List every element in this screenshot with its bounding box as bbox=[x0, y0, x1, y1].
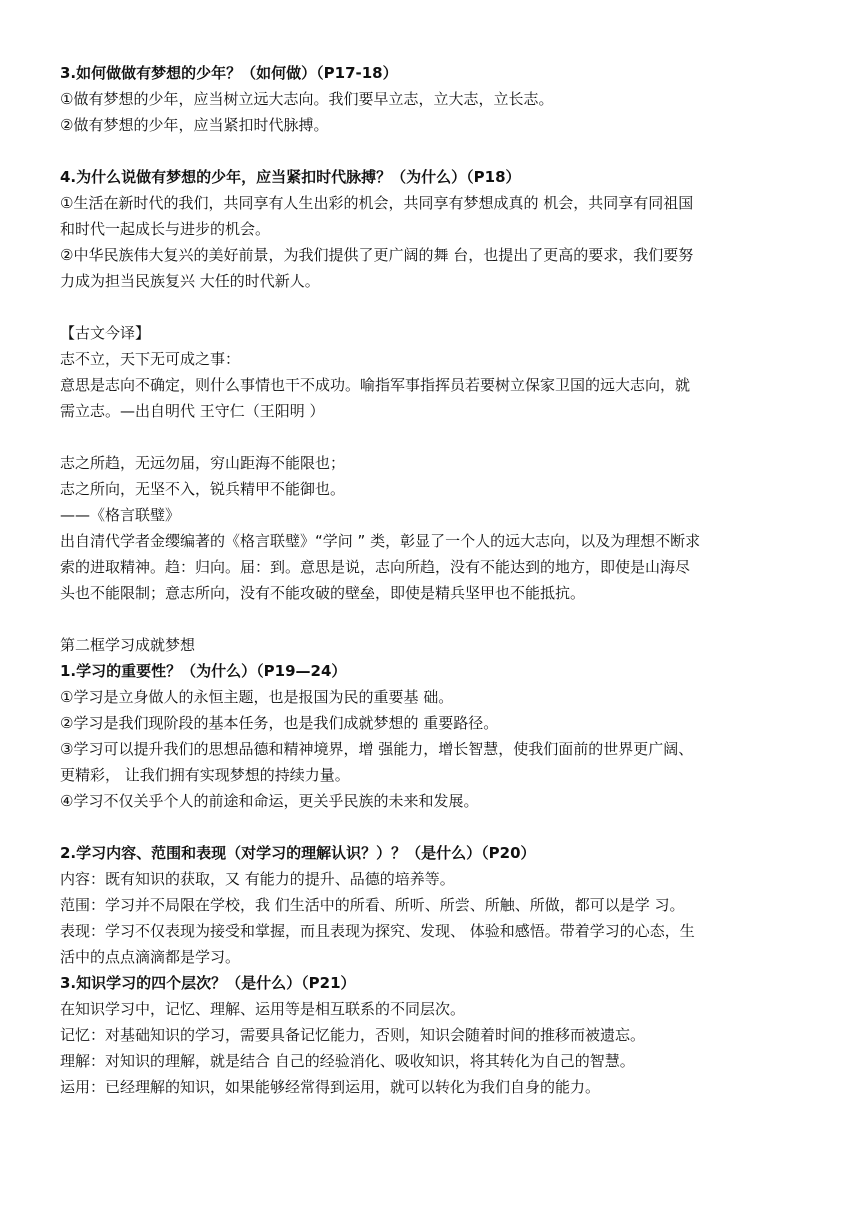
paragraph-line: ①学习是立身做人的永恒主题，也是报国为民的重要基 础。 bbox=[60, 688, 454, 706]
blank-line bbox=[60, 138, 805, 164]
paragraph-line: 出自清代学者金缨编著的《格言联璧》“学问 ” 类，彰显了一个人的远大志向，以及为理想不断求 bbox=[60, 532, 701, 550]
paragraph-line: 需立志。—出自明代 王守仁（王阳明 ） bbox=[60, 402, 325, 420]
quote-line: 志不立，天下无可成之事： bbox=[60, 350, 241, 368]
heading-why-follow-times: 4.为什么说做有梦想的少年，应当紧扣时代脉搏？（为什么）（P18） bbox=[60, 168, 521, 186]
heading-how-to-be-dreamer: 3.如何做做有梦想的少年？（如何做）（P17-18） bbox=[60, 64, 398, 82]
quote-source: ——《格言联璧》 bbox=[60, 506, 181, 524]
paragraph-line: ②做有梦想的少年，应当紧扣时代脉搏。 bbox=[60, 116, 329, 134]
paragraph-line: 活中的点点滴滴都是学习。 bbox=[60, 948, 241, 966]
paragraph-line: 理解：对知识的理解，就是结合 自己的经验消化、吸收知识，将其转化为自己的智慧。 bbox=[60, 1052, 635, 1070]
paragraph-line: 在知识学习中，记忆、理解、运用等是相互联系的不同层次。 bbox=[60, 1000, 466, 1018]
paragraph-line: 记忆：对基础知识的学习，需要具备记忆能力，否则，知识会随着时间的推移而被遗忘。 bbox=[60, 1026, 646, 1044]
document-page bbox=[60, 60, 805, 1100]
paragraph-line: 和时代一起成长与进步的机会。 bbox=[60, 220, 271, 238]
blank-line bbox=[60, 424, 805, 450]
paragraph-line: 运用：已经理解的知识，如果能够经常得到运用，就可以转化为我们自身的能力。 bbox=[60, 1078, 601, 1096]
blank-line bbox=[60, 814, 805, 840]
section-title-classical-translation: 【古文今译】 bbox=[60, 324, 151, 342]
paragraph-line: ②学习是我们现阶段的基本任务，也是我们成就梦想的 重要路径。 bbox=[60, 714, 499, 732]
paragraph-line: 内容：既有知识的获取，又 有能力的提升、品德的培养等。 bbox=[60, 870, 455, 888]
quote-line: 志之所向，无坚不入，锐兵精甲不能御也。 bbox=[60, 480, 346, 498]
blank-line bbox=[60, 294, 805, 320]
paragraph-line: 更精彩， 让我们拥有实现梦想的持续力量。 bbox=[60, 766, 350, 784]
paragraph-line: 索的进取精神。趋：归向。届：到。意思是说，志向所趋，没有不能达到的地方，即使是山海尽 bbox=[60, 558, 691, 576]
paragraph-line: ①做有梦想的少年，应当树立远大志向。我们要早立志，立大志，立长志。 bbox=[60, 90, 554, 108]
paragraph-line: ②中华民族伟大复兴的美好前景，为我们提供了更广阔的舞 台，也提出了更高的要求，我们要努 bbox=[60, 246, 694, 264]
paragraph-line: ①生活在新时代的我们，共同享有人生出彩的机会，共同享有梦想成真的 机会，共同享有同祖国 bbox=[60, 194, 694, 212]
paragraph-line: ③学习可以提升我们的思想品德和精神境界，增 强能力，增长智慧，使我们面前的世界更广阔、 bbox=[60, 740, 694, 758]
paragraph-line: 意思是志向不确定，则什么事情也干不成功。喻指军事指挥员若要树立保家卫国的远大志向，就 bbox=[60, 376, 691, 394]
heading-learning-content: 2.学习内容、范围和表现（对学习的理解认识？）？（是什么）（P20） bbox=[60, 844, 536, 862]
paragraph-line: ④学习不仅关乎个人的前途和命运，更关乎民族的未来和发展。 bbox=[60, 792, 479, 810]
paragraph-line: 力成为担当民族复兴 大任的时代新人。 bbox=[60, 272, 320, 290]
paragraph-line: 范围：学习并不局限在学校，我 们生活中的所看、所听、所尝、所触、所做，都可以是学 习。 bbox=[60, 896, 685, 914]
blank-line bbox=[60, 606, 805, 632]
heading-importance-of-learning: 1.学习的重要性？（为什么）（P19—24） bbox=[60, 662, 347, 680]
section-title-learning-dream: 第二框学习成就梦想 bbox=[60, 636, 196, 654]
paragraph-line: 头也不能限制；意志所向，没有不能攻破的壁垒，即使是精兵坚甲也不能抵抗。 bbox=[60, 584, 586, 602]
paragraph-line: 表现：学习不仅表现为接受和掌握，而且表现为探究、发现、 体验和感悟。带着学习的心态，生 bbox=[60, 922, 695, 940]
heading-four-levels: 3.知识学习的四个层次？（是什么）（P21） bbox=[60, 974, 356, 992]
quote-line: 志之所趋，无远勿届，穷山距海不能限也； bbox=[60, 454, 346, 472]
